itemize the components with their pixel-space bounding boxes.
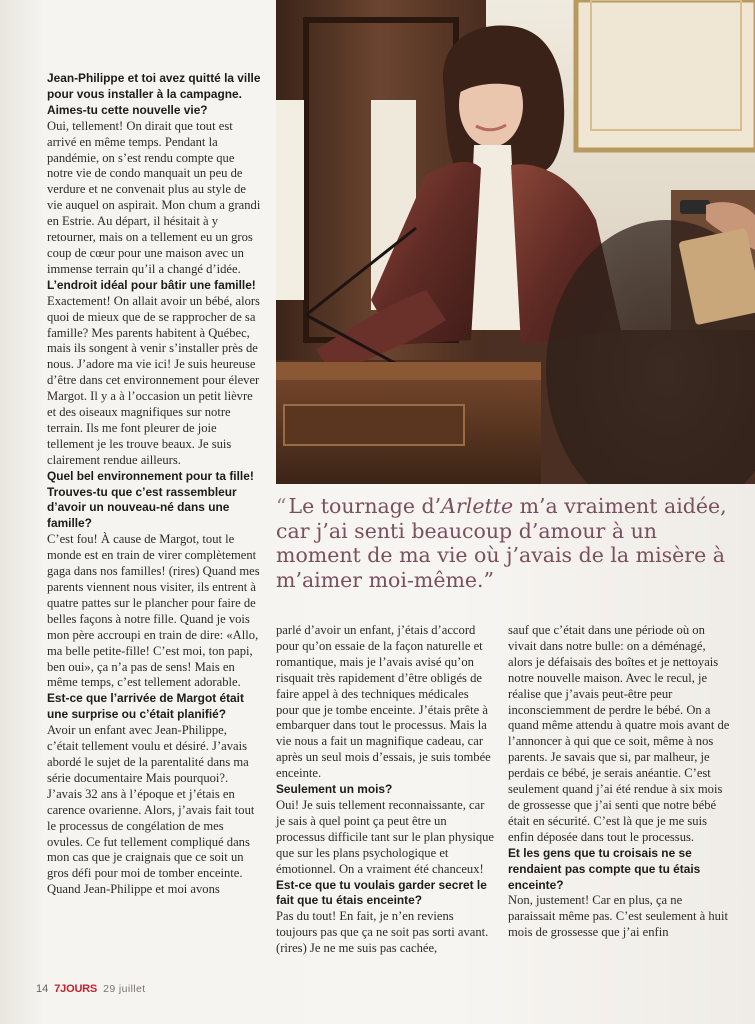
interview-answer: C’est fou! À cause de Margot, tout le monde est en train de virer complètement gaga dans nos familles! (rires) Quand mes parents viennent nous visiter, ils entrent à quatre pattes sur le plancher pour faire de belles façons à notre fille. Quand je vois mon père accroupi en train de dire: «Allo, ma belle petite-fille! C’est moi, ton papi, ben oui», ça n’a pas de sens! Mais en même temps, c’est tellement adorable. (47, 532, 260, 690)
interview-answer: Avoir un enfant avec Jean-Philippe, c’était tellement voulu et désiré. J’avais abordé le sujet de la parentalité dans ma série documentaire Mais pourquoi?. J’avais 32 ans à l’époque et j’étais en carence ovarienne. Alors, j’avais fait tout le processus de congélation de mes ovules. Ce fut tellement compliqué dans mon cas que je craignais que ce soit un gros défi pour moi de tomber enceinte. Quand Jean-Philippe et moi avons (47, 723, 255, 897)
magazine-logo: 7JOURS (54, 983, 98, 995)
interview-answer: parlé d’avoir un enfant, j’étais d’accord pour qu’on essaie de la façon naturelle et romantique, mais je l’avais avisé qu’on risquait très rapidement d’être obligés de faire appel à des techniques médicales pour que je tombe enceinte. J’étais prête à embarquer dans tout le processus. Mais la vie nous a fait un magnifique cadeau, car après un seul mois d’essais, je suis tombée enceinte. (276, 623, 491, 781)
interview-question: Est-ce que tu voulais garder secret le fait que tu étais enceinte? (276, 877, 487, 908)
pull-quote-text-start: Le tournage d’ (288, 494, 442, 518)
issue-date: 29 juillet (103, 983, 146, 995)
interview-answer: Pas du tout! En fait, je n’en reviens toujours pas que ça ne soit pas sorti avant. (rires) Je ne me suis pas cachée, (276, 909, 489, 956)
article-column-2 (276, 623, 494, 957)
article-photo (276, 0, 755, 484)
interview-question: Seulement un mois? (276, 782, 393, 797)
photo-illustration (276, 0, 755, 484)
pull-quote (276, 494, 734, 592)
interview-answer: Non, justement! Car en plus, ça ne paraissait même pas. C’est seulement à huit mois de grossesse que j’ai enfin (508, 893, 728, 940)
interview-answer: Exactement! On allait avoir un bébé, alors quoi de mieux que de se rapprocher de sa famille? Mes parents habitent à Québec, mais ils songent à venir s’installer près de nous. J’adore ma vie ici! Je suis heureuse d’être dans cet environnement pour élever Margot. Il y a à l’occasion un petit lièvre et des oiseaux magnifiques sur notre terrain. Ils me font pleurer de joie tellement je les trouve beaux. Je suis clairement rendue ailleurs. (47, 293, 260, 467)
interview-question: Quel bel environnement pour ta fille! Trouves-tu que c’est rassembleur d’avoir un nouveau-né dans une famille? (47, 468, 254, 531)
pull-quote-text-end: m’a vraiment aidée, car j’ai senti beaucoup d’amour à un moment de ma vie où j’avais de la misère à m’aimer moi-même. (276, 494, 727, 592)
interview-question: L’endroit idéal pour bâtir une famille! (47, 277, 256, 292)
pull-quote-close-mark: ” (483, 567, 495, 592)
interview-question: Jean-Philippe et toi avez quitté la ville pour vous installer à la campagne. Aimes-tu cette nouvelle vie? (47, 71, 261, 117)
interview-answer: Oui, tellement! On dirait que tout est arrivé en même temps. Pendant la pandémie, on s’est rendu compte que notre vie de condo manquait un peu de verdure et ne convenait plus au style de vie auquel on aspirait. Mon chum a grandi en Estrie. Au départ, il hésitait à y retourner, mais on a tellement eu un gros coup de cœur pour une maison avec un immense terrain qu’il a changé d’idée. (47, 118, 261, 276)
interview-answer: Oui! Je suis tellement reconnaissante, car je sais à quel point ça peut être un processus difficile tant sur le plan physique que sur les plans psychologique et émotionnel. On a vraiment été chanceux! (276, 797, 495, 876)
interview-answer: sauf que c’était dans une période où on vivait dans notre bulle: on a déménagé, alors je défaisais des boîtes et je nettoyais notre nouvelle maison. Avec le recul, je réalise que j’avais peut-être peur inconsciemment de perdre le bébé. On a quand même attendu à quatre mois avant de l’annoncer à qui que ce soit, même à nos parents. Je savais que si, par malheur, je perdais ce bébé, je serais anéantie. C’est seulement quand j’ai été rendue à six mois de grossesse que j’ai senti que notre bébé était en sécurité. C’est là que je me suis enfin déposée dans tout le processus. (508, 623, 730, 844)
pull-quote-title: Arlette (441, 494, 514, 518)
page-number: 14 (36, 983, 49, 995)
article-column-3 (508, 623, 730, 941)
pull-quote-open-mark: “ (276, 494, 287, 518)
interview-question: Est-ce que l’arrivée de Margot était une surprise ou c’était planifié? (47, 691, 244, 722)
page-footer (36, 983, 146, 999)
article-column-1 (47, 71, 261, 898)
interview-question: Et les gens que tu croisais ne se rendaient pas compte que tu étais enceinte? (508, 845, 701, 892)
